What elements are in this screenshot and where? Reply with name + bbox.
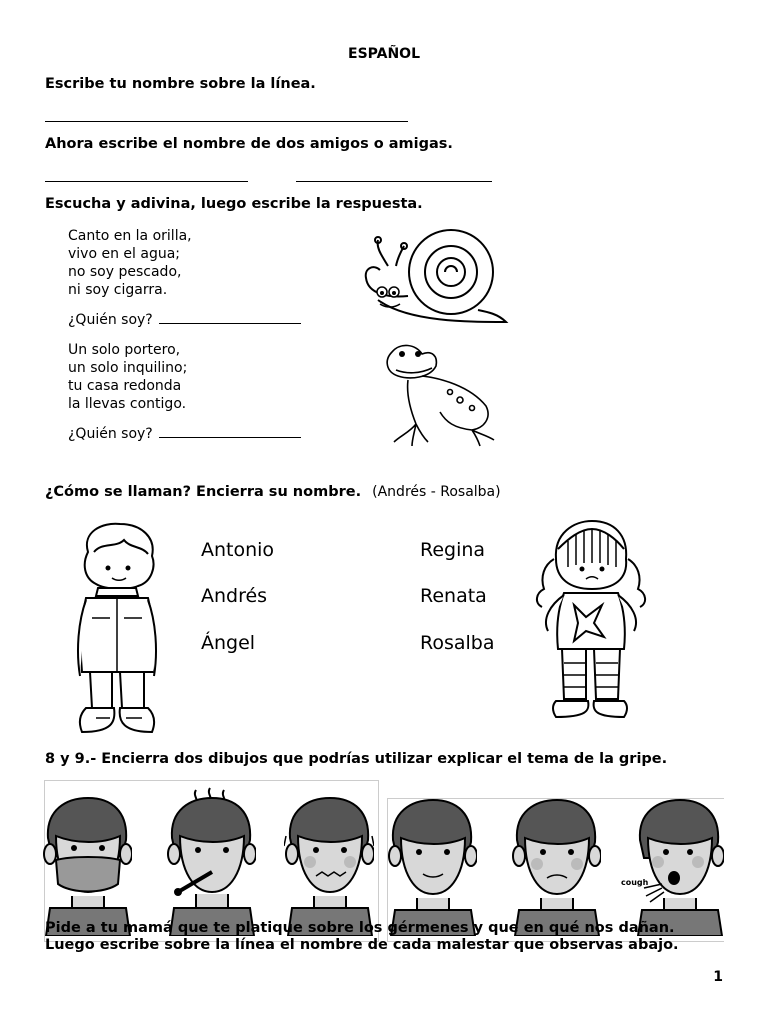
face-shivering[interactable] <box>284 796 374 936</box>
instruction-germs-line-1: Pide a tu mamá que te platique sobre los gérmenes y que en qué nos dañan. <box>45 920 675 936</box>
name-answer-line[interactable] <box>45 121 408 122</box>
frog-illustration <box>380 342 498 448</box>
face-with-mask[interactable] <box>42 796 132 936</box>
names-instruction-text: ¿Cómo se llaman? Encierra su nombre. <box>45 484 362 500</box>
riddle-1-answer-line[interactable] <box>159 311 301 324</box>
boy-name-option[interactable]: Andrés <box>201 585 268 607</box>
riddle-line: Un solo portero, <box>68 342 181 358</box>
riddle-1 <box>68 227 192 299</box>
question-text: ¿Quién soy? <box>68 312 153 328</box>
instruction-riddles: Escucha y adivina, luego escribe la respuesta. <box>45 196 423 212</box>
snail-illustration <box>348 226 510 326</box>
girl-name-option[interactable]: Renata <box>420 585 487 607</box>
riddle-line: ni soy cigarra. <box>68 282 168 298</box>
names-hint: (Andrés - Rosalba) <box>372 484 501 500</box>
page-number: 1 <box>713 969 723 985</box>
boy-name-option[interactable]: Ángel <box>201 632 256 654</box>
riddle-line: vivo en el agua; <box>68 246 180 262</box>
face-sick[interactable] <box>511 798 601 936</box>
friend-answer-line-1[interactable] <box>45 181 248 182</box>
cough-label: cough <box>621 878 649 887</box>
boy-illustration <box>72 522 164 740</box>
riddle-line: la llevas contigo. <box>68 396 187 412</box>
girl-illustration <box>528 519 652 731</box>
page-title: ESPAÑOL <box>348 46 420 62</box>
riddle-line: Canto en la orilla, <box>68 228 192 244</box>
question-text: ¿Quién soy? <box>68 426 153 442</box>
girl-name-option[interactable]: Regina <box>420 539 486 561</box>
face-with-thermometer[interactable] <box>166 786 256 936</box>
riddle-line: no soy pescado, <box>68 264 182 280</box>
boy-name-option[interactable]: Antonio <box>201 539 275 561</box>
riddle-2-answer-line[interactable] <box>159 425 301 438</box>
instruction-friends: Ahora escribe el nombre de dos amigos o amigas. <box>45 136 453 152</box>
riddle-1-question <box>68 311 301 328</box>
instruction-name: Escribe tu nombre sobre la línea. <box>45 76 316 92</box>
face-healthy[interactable] <box>387 798 477 936</box>
riddle-2 <box>68 341 187 413</box>
riddle-2-question <box>68 425 301 442</box>
girl-name-option[interactable]: Rosalba <box>420 632 495 654</box>
face-coughing[interactable] <box>634 798 724 936</box>
riddle-line: tu casa redonda <box>68 378 182 394</box>
friend-answer-line-2[interactable] <box>296 181 492 182</box>
instruction-germs-line-2: Luego escribe sobre la línea el nombre de cada malestar que observas abajo. <box>45 937 679 953</box>
instruction-names <box>45 484 501 500</box>
riddle-line: un solo inquilino; <box>68 360 188 376</box>
instruction-flu: 8 y 9.- Encierra dos dibujos que podrías utilizar explicar el tema de la gripe. <box>45 751 668 767</box>
